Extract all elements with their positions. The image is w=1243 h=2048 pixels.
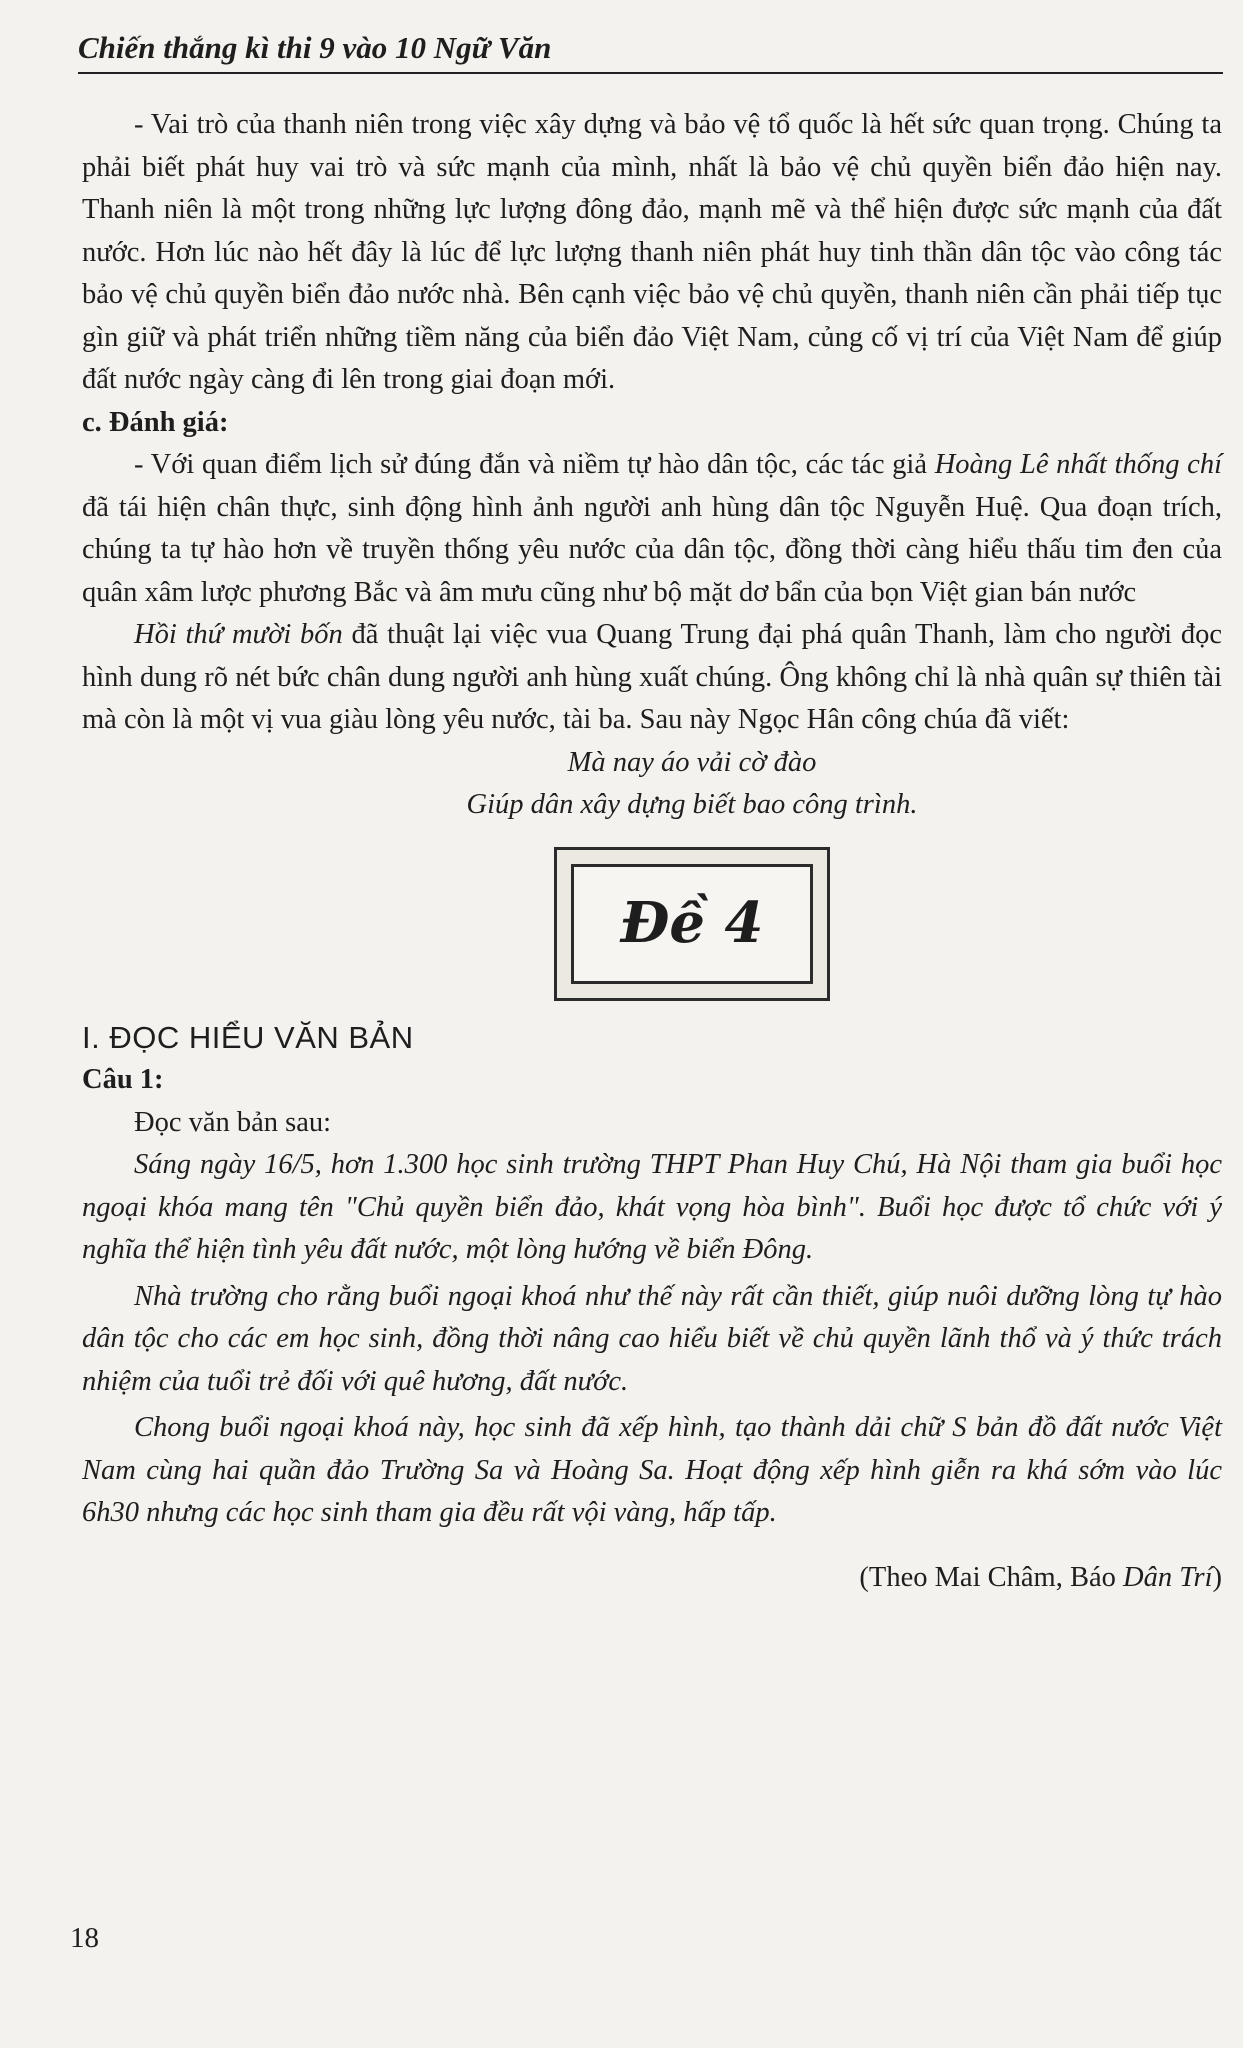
source-text-a: (Theo Mai Châm, Báo — [859, 1561, 1123, 1593]
page-number: 18 — [70, 1922, 99, 1954]
paragraph-evaluation-text-b: đã tái hiện chân thực, sinh động hình ảnh người anh hùng dân tộc Nguyễn Huệ. Qua đoạn trích, chúng ta tự hào hơn về truyền thống yêu nước của dân tộc, đồng thời càng hiểu thấu tim đen của quân xâm lược phương Bắc và âm mưu cũng như bộ mặt dơ bẩn của bọn Việt gian bán nước — [82, 491, 1222, 608]
paragraph-youth-role: - Vai trò của thanh niên trong việc xây dựng và bảo vệ tổ quốc là hết sức quan trọng. Chúng ta phải biết phát huy vai trò và sức mạnh của mình, nhất là bảo vệ chủ quyền biển đảo hiện nay. Thanh niên là một trong những lực lượng đông đảo, mạnh mẽ và thể hiện được sức mạnh của đất nước. Hơn lúc nào hết đây là lúc để lực lượng thanh niên phát huy tinh thần dân tộc vào công tác bảo vệ chủ quyền biển đảo nước nhà. Bên cạnh việc bảo vệ chủ quyền, thanh niên cần phải tiếp tục gìn giữ và phát triển những tiềm năng của biển đảo Việt Nam, củng cố vị trí của Việt Nam để giúp đất nước ngày càng đi lên trong giai đoạn mới. — [82, 109, 1222, 395]
paragraph-evaluation-text-a: - Với quan điểm lịch sử đúng đắn và niềm tự hào dân tộc, các tác giả — [134, 449, 935, 480]
source-citation — [82, 1557, 1222, 1600]
source-newspaper: Dân Trí — [1123, 1561, 1213, 1593]
book-title: Chiến thắng kì thi 9 vào 10 Ngữ Văn — [78, 30, 552, 65]
running-header — [78, 30, 1223, 74]
reading-paragraph-2: Nhà trường cho rằng buổi ngoại khoá như thế này rất cần thiết, giúp nuôi dưỡng lòng tự hào dân tộc cho các em học sinh, đồng thời nâng cao hiểu biết về chủ quyền lãnh thổ và ý thức trách nhiệm của tuổi trẻ đối với quê hương, đất nước. — [82, 1280, 1222, 1397]
section-heading: I. ĐỌC HIỂU VĂN BẢN — [82, 1019, 414, 1055]
reading-paragraph-3: Chong buổi ngoại khoá này, học sinh đã xếp hình, tạo thành dải chữ S bản đồ đất nước Việt Nam cùng hai quần đảo Trường Sa và Hoàng Sa. Hoạt động xếp hình giễn ra khá sớm vào lúc 6h30 nhưng các học sinh tham gia đều rất vội vàng, hấp tấp. — [82, 1412, 1222, 1528]
paragraph-chapter — [82, 614, 1222, 742]
work-title: Hoàng Lê nhất thống chí — [934, 449, 1222, 480]
page-content — [82, 104, 1222, 1599]
heading-danh-gia: c. Đánh giá: — [82, 406, 229, 438]
reading-paragraph-1: Sáng ngày 16/5, hơn 1.300 học sinh trường THPT Phan Huy Chú, Hà Nội tham gia buổi học ngoại khóa mang tên "Chủ quyền biển đảo, khát vọng hòa bình". Buổi học được tổ chức với ý nghĩa thể hiện tình yêu đất nước, một lòng hướng về biển Đông. — [82, 1149, 1222, 1265]
exam-box-wrapper — [82, 847, 1222, 1001]
exam-number-label: Đề 4 — [620, 890, 764, 957]
poem-line-2: Giúp dân xây dựng biết bao công trình. — [466, 789, 918, 820]
question-label: Câu 1: — [82, 1064, 164, 1095]
poem-line-1: Mà nay áo vải cờ đào — [567, 746, 817, 778]
source-text-c: ) — [1212, 1561, 1222, 1593]
chapter-title: Hồi thứ mười bốn — [134, 619, 343, 650]
paragraph-evaluation — [82, 444, 1222, 614]
exam-title-frame — [554, 847, 830, 1001]
instruction-text: Đọc văn bản sau: — [134, 1106, 332, 1138]
paragraph-chapter-text: đã thuật lại việc vua Quang Trung đại phá quân Thanh, làm cho người đọc hình dung rõ nét bức chân dung người anh hùng xuất chúng. Ông không chỉ là nhà quân sự thiên tài mà còn là một vị vua giàu lòng yêu nước, tài ba. Sau này Ngọc Hân công chúa đã viết: — [82, 619, 1222, 735]
